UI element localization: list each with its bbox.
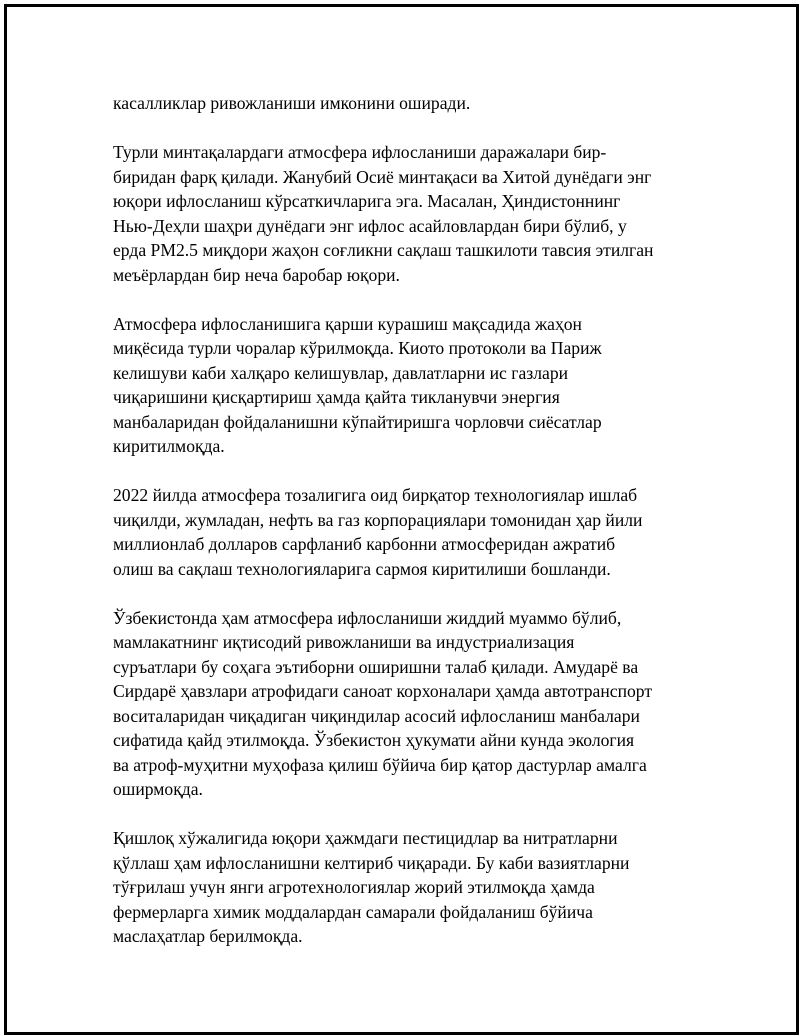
paragraph-continuation: касалликлар ривожланиши имконини оширади. [113,93,471,113]
paragraph-global-measures: Атмосфера ифлосланишига қарши курашиш мақсадида жаҳон миқёсида турли чоралар кўрилмоқда. Киото протоколи ва Париж келишуви каби халқаро келишувлар, давлатларни ис газлари чиқаришини қисқартириш ҳамда қайта тикланувчи энергия манбаларидан фойдаланишни кўпайтиришга чорловчи сиёсатлар киритилмоқда. [113,313,602,456]
paragraph-agriculture: Қишлоқ хўжалигида юқори ҳажмдаги пестицидлар ва нитратларни қўллаш ҳам ифлосланишни келтириб чиқаради. Бу каби вазиятларни тўғрилаш учун янги агротехнологиялар жорий этилмоқда ҳамда фермерларга химик моддалардан самарали фойдаланиш бўйича маслаҳатлар берилмоқда. [113,828,630,946]
document-body [113,91,693,973]
paragraph-regional-pollution: Турли минтақалардаги атмосфера ифлосланиши даражалари бир- биридан фарқ қилади. Жанубий Осиё минтақаси ва Хитой дунёдаги энг юқори ифлосланиш кўрсаткичларига эга. Масалан, Ҳиндистоннинг Нью-Деҳли шаҳри дунёдаги энг ифлос асайловлардан бири бўлиб, у ерда PM2.5 миқдори жаҳон соғликни сақлаш ташкилоти тавсия этилган меъёрлардан бир неча баробар юқори. [113,142,654,285]
paragraph-2022-technologies: 2022 йилда атмосфера тозалигига оид бирқатор технологиялар ишлаб чиқилди, жумладан, нефть ва газ корпорациялари томонидан ҳар йили миллионлаб долларов сарфланиб карбонни атмосферидан ажратиб олиш ва сақлаш технологияларига сармоя киритилиши бошланди. [113,485,643,579]
paragraph-uzbekistan: Ўзбекистонда ҳам атмосфера ифлосланиши жиддий муаммо бўлиб, мамлакатнинг иқтисодий ривожланиши ва индустриализация суръатлари бу соҳага эътиборни оширишни талаб қилади. Амударё ва Сирдарё ҳавзлари атрофидаги саноат корхоналари ҳамда автотранспорт воситаларидан чиқадиган чиқиндилар асосий ифлосланиш манбалари сифатида қайд этилмоқда. Ўзбекистон ҳукумати айни кунда экология ва атроф-муҳитни муҳофаза қилиш бўйича бир қатор дастурлар амалга оширмоқда. [113,607,653,799]
